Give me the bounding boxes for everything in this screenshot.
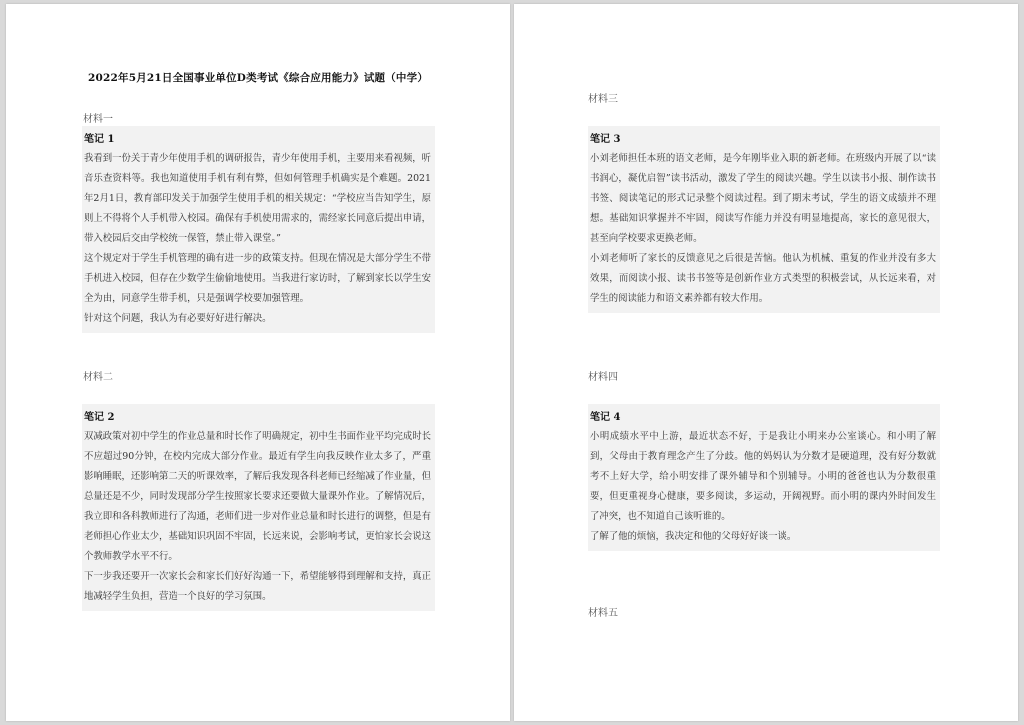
note-1-paragraph: 这个规定对于学生手机管理的确有进一步的政策支持。但现在情况是大部分学生不带手机进入校园，但存在少数学生偷偷地使用。当我进行家访时，了解到家长以学生安全为由，同意学生带手机，只是强调学校要加强管理。 — [84, 253, 431, 304]
material-4-label: 材料四 — [588, 372, 618, 383]
note-4-paragraph: 小明成绩水平中上游，最近状态不好，于是我让小明来办公室谈心。和小明了解到，父母由于教育理念产生了分歧。他的妈妈认为分数才是硬道理，没有好分数就考不上好大学，给小明安排了课外辅导和个别辅导。小明的爸爸也认为分数很重要，但更重视身心健康，要多阅读，多运动，开阔视野。而小明的课内外时间发生了冲突，也不知道自己该听谁的。 — [590, 431, 936, 522]
note-4-paragraph: 了解了他的烦恼，我决定和他的父母好好谈一谈。 — [590, 531, 797, 542]
right-page — [514, 4, 1018, 721]
note-4-box — [588, 404, 940, 551]
note-2-paragraph: 双减政策对初中学生的作业总量和时长作了明确规定，初中生书面作业平均完成时长不应超过90分钟，在校内完成大部分作业。最近有学生向我反映作业太多了，严重影响睡眠，还影响第二天的听课效率，了解后我发现各科老师已经缩减了作业量，但总量还是不少，同时发现部分学生按照家长要求还要做大量课外作业。了解情况后，我立即和各科教师进行了沟通，老师们进一步对作业总量和时长进行的调整，但是有老师担心作业太少，基础知识巩固不牢固，长远来说，会影响考试，更怕家长会说这个教师教学水平不行。 — [84, 431, 431, 562]
note-1-paragraph: 我看到一份关于青少年使用手机的调研报告，青少年使用手机，主要用来看视频，听音乐查资料等。我也知道使用手机有利有弊，但如何管理手机确实是个难题。2021年2月1日，教育部印发关于加强学生使用手机的相关规定：“学校应当告知学生，原则上不得将个人手机带入校园。确保有手机使用需求的，需经家长同意后提出申请，带入校园后交由学校统一保管，禁止带入课堂。” — [84, 153, 431, 244]
note-3-title: 笔记 3 — [590, 134, 621, 145]
note-1-paragraph: 针对这个问题，我认为有必要好好进行解决。 — [84, 313, 272, 324]
left-page — [6, 4, 510, 721]
material-3-label: 材料三 — [588, 94, 618, 105]
material-1-label: 材料一 — [83, 114, 113, 125]
material-2-label: 材料二 — [83, 372, 113, 383]
note-3-box — [588, 126, 940, 313]
note-2-title: 笔记 2 — [84, 412, 115, 423]
document-title: 2022年5月21日全国事业单位D类考试《综合应用能力》试题（中学） — [87, 72, 429, 84]
note-1-box — [82, 126, 435, 333]
note-3-paragraph: 小刘老师担任本班的语文老师，是今年刚毕业入职的新老师。在班级内开展了以“读书润心，凝优启智”读书活动，激发了学生的阅读兴趣。学生以读书小报、制作读书书签、阅读笔记的形式记录整个阅读过程。到了期末考试，学生的语文成绩并不理想。基础知识掌握并不牢固，阅读写作能力并没有明显地提高，家长的意见很大，甚至向学校要求更换老师。 — [590, 153, 936, 244]
note-3-paragraph: 小刘老师听了家长的反馈意见之后很是苦恼。他认为机械、重复的作业并没有多大效果，而阅读小报、读书书签等是创新作业方式类型的积极尝试，从长远来看，对学生的阅读能力和语文素养都有较大作用。 — [590, 253, 936, 304]
note-4-title: 笔记 4 — [590, 412, 621, 423]
note-2-paragraph: 下一步我还要开一次家长会和家长们好好沟通一下，希望能够得到理解和支持，真正地减轻学生负担，营造一个良好的学习氛围。 — [84, 571, 431, 602]
note-2-box — [82, 404, 435, 611]
material-5-label: 材料五 — [588, 608, 618, 619]
note-1-title: 笔记 1 — [84, 134, 115, 145]
